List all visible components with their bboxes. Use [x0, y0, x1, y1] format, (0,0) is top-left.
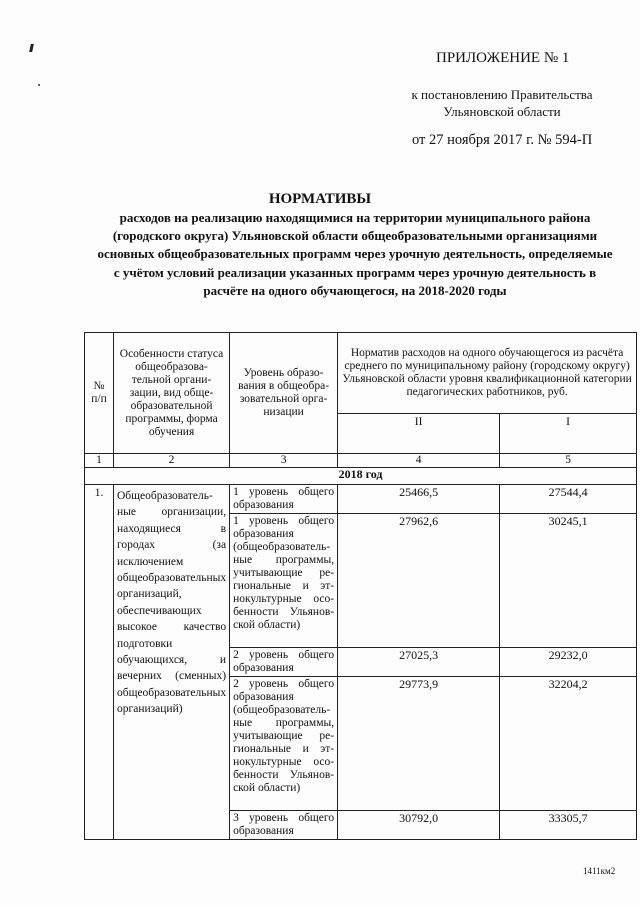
- education-level: 1 уровень общего образования (общеобразователь-ные программы, учитывающие ре-гиональные и эт-нокультурные осо-бенности Ульянов-ской области): [230, 514, 338, 648]
- education-level: 2 уровень общего образования: [230, 648, 338, 677]
- header-norm: Норматив расходов на одного обучающегося из расчёта среднего по муниципальному району (городскому округу) Ульяновской области уровня квалификационной категории педагогических работников, руб.: [338, 333, 637, 414]
- norm-category-1: 32204,2: [500, 677, 637, 811]
- resolution-date: от 27 ноября 2017 г. № 594-П: [412, 132, 593, 148]
- norms-table: [84, 332, 637, 840]
- norm-category-1: 27544,4: [500, 485, 637, 514]
- column-number: 5: [500, 454, 637, 468]
- norm-category-1: 29232,0: [500, 648, 637, 677]
- year-row: [85, 468, 637, 485]
- year-label: 2018 год: [85, 468, 637, 485]
- scan-mark: [29, 44, 34, 52]
- norm-category-2: 27962,6: [338, 514, 500, 648]
- scan-dot: [38, 84, 40, 86]
- row-number: 1.: [85, 485, 114, 840]
- column-number: 1: [85, 454, 114, 468]
- document-title: НОРМАТИВЫ: [268, 191, 372, 207]
- header-level: Уровень образо-вания в общеобра-зовательной орга-низации: [230, 333, 338, 454]
- header-row: [85, 333, 637, 414]
- norm-category-2: 27025,3: [338, 648, 500, 677]
- resolution-reference: [397, 86, 607, 120]
- header-category-2: II: [338, 414, 500, 454]
- norm-category-2: 25466,5: [338, 485, 500, 514]
- header-num: № п/п: [85, 333, 114, 454]
- header-category-1: I: [500, 414, 637, 454]
- education-level: 1 уровень общего образования: [230, 485, 338, 514]
- appendix-label: ПРИЛОЖЕНИЕ № 1: [436, 50, 570, 66]
- table-row: [85, 485, 637, 514]
- resolution-line-1: к постановлению Правительства: [411, 87, 593, 102]
- column-number: 2: [114, 454, 230, 468]
- column-number: 4: [338, 454, 500, 468]
- norm-category-2: 29773,9: [338, 677, 500, 811]
- resolution-line-2: Ульяновской области: [443, 104, 561, 119]
- organization-category: Общеобразователь-ные организации, находящиеся в городах (за исключением общеобразовательных организаций, обеспечивающих высокое качество подготовки обучающихся, и вечерних (сменных) общеобразовательных организаций): [114, 485, 230, 840]
- footer-code: 1411км2: [583, 866, 616, 876]
- norm-category-2: 30792,0: [338, 811, 500, 840]
- norm-category-1: 33305,7: [500, 811, 637, 840]
- column-number-row: [85, 454, 637, 468]
- document-subtitle: расходов на реализацию находящимися на территории муниципального района (городского округа) Ульяновской области общеобразовательными организациями основных общеобразовательных программ через урочную деятельность, определяемые с учётом условий реализации указанных программ через урочную деятельность в расчёте на одного обучающегося, на 2018-2020 годы: [97, 210, 613, 298]
- header-features: Особенности статуса общеобразова-тельной органи-зации, вид обще-образовательной программы, форма обучения: [114, 333, 230, 454]
- column-number: 3: [230, 454, 338, 468]
- education-level: 2 уровень общего образования (общеобразователь-ные программы, учитывающие ре-гиональные и эт-нокультурные осо-бенности Ульянов-ской области): [230, 677, 338, 811]
- norm-category-1: 30245,1: [500, 514, 637, 648]
- education-level: 3 уровень общего образования: [230, 811, 338, 840]
